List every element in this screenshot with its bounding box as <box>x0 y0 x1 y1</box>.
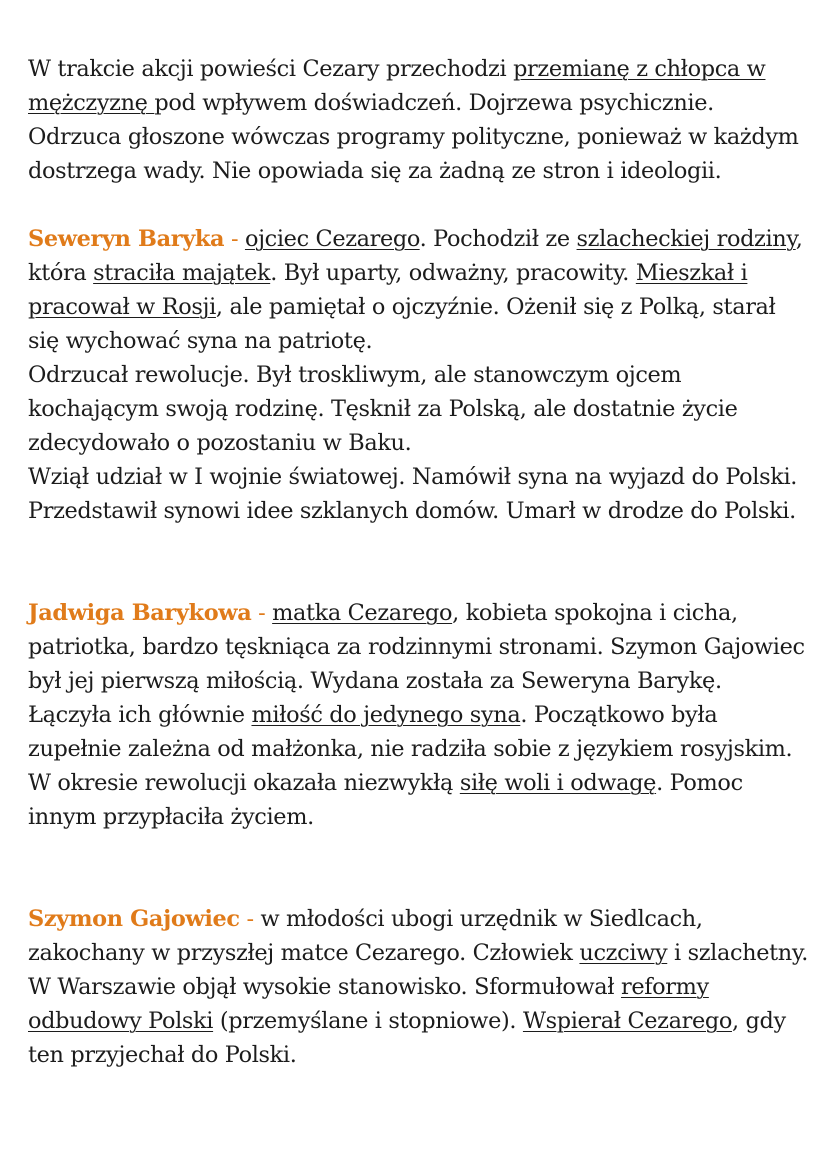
underlined-phrase: matka Cezarego <box>272 600 453 626</box>
paragraph-text: i szlachetny. W Warszawie objął wysokie stanowisko. Sformułował <box>28 940 808 1000</box>
name-separator: - <box>251 600 273 626</box>
paragraph-text: (przemyślane i stopniowe). <box>213 1008 523 1034</box>
underlined-phrase: Wspierał Cezarego <box>522 1008 732 1034</box>
underlined-phrase: uczciwy <box>579 940 668 966</box>
document-page <box>28 52 808 1072</box>
paragraph-text: , ale pamiętał o ojczyźnie. Ożenił się z Polką, starał się wychować syna na patriotę. <box>28 294 776 354</box>
paragraph-text: . Pochodził ze <box>419 226 577 252</box>
name-separator: - <box>239 906 261 932</box>
intro-text: pod wpływem doświadczeń. Dojrzewa psychicznie. Odrzuca głoszone wówczas programy polityczne, ponieważ w każdym dostrzega wady. Nie opowiada się za żadną ze stron i ideologii. <box>28 90 799 184</box>
underlined-phrase: ojciec Cezarego <box>244 226 420 252</box>
paragraph-gap <box>28 188 808 222</box>
character-name-szymon: Szymon Gajowiec <box>28 906 240 932</box>
intro-text: W trakcie akcji powieści Cezary przechodzi <box>28 56 514 82</box>
paragraph-text: . Początkowo była zupełnie zależna od małżonka, nie radziła sobie z językiem rosyjskim. W okresie rewolucji okazała niezwykłą <box>28 702 793 796</box>
seweryn-paragraph <box>28 222 808 358</box>
seweryn-paragraph-2: Odrzucał rewolucje. Był troskliwym, ale stanowczym ojcem kochającym swoją rodzinę. Tęsknił za Polską, ale dostatnie życie zdecydowało o pozostaniu w Baku. <box>28 362 738 456</box>
paragraph-text: w młodości ubogi urzędnik w Siedlcach, zakochany w przyszłej matce Cezarego. Człowiek <box>28 906 703 966</box>
character-name-seweryn: Seweryn Baryka <box>28 226 225 252</box>
paragraph-gap <box>28 834 808 902</box>
paragraph-text: , która <box>28 226 803 286</box>
underlined-phrase: siłę woli i odwagę <box>459 770 657 796</box>
seweryn-paragraph-3: Wziął udział w I wojnie światowej. Namówił syna na wyjazd do Polski. Przedstawił synowi idee szklanych domów. Umarł w drodze do Polski. <box>28 464 798 524</box>
paragraph-text: . Pomoc innym przypłaciła życiem. <box>28 770 743 830</box>
paragraph-text: , gdy ten przyjechał do Polski. <box>28 1008 786 1068</box>
paragraph-gap <box>28 528 808 596</box>
intro-paragraph <box>28 52 808 188</box>
underlined-phrase: przemianę z chłopca w mężczyznę <box>28 56 766 116</box>
underlined-phrase: miłość do jedynego syna <box>251 702 521 728</box>
underlined-phrase: reformy odbudowy Polski <box>28 974 709 1034</box>
underlined-phrase: straciła majątek <box>93 260 271 286</box>
character-name-jadwiga: Jadwiga Barykowa <box>28 600 252 626</box>
underlined-phrase: szlacheckiej rodziny <box>576 226 796 252</box>
paragraph-text: , kobieta spokojna i cicha, patriotka, bardzo tęskniąca za rodzinnymi stronami. Szymon Gajowiec był jej pierwszą miłością. Wydana została za Seweryna Barykę. Łączyła ich głównie <box>28 600 805 728</box>
paragraph-text: . Był uparty, odważny, pracowity. <box>270 260 636 286</box>
jadwiga-paragraph <box>28 596 808 834</box>
szymon-paragraph <box>28 902 808 1072</box>
underlined-phrase: Mieszkał i pracował w Rosji <box>28 260 748 320</box>
name-separator: - <box>224 226 245 252</box>
